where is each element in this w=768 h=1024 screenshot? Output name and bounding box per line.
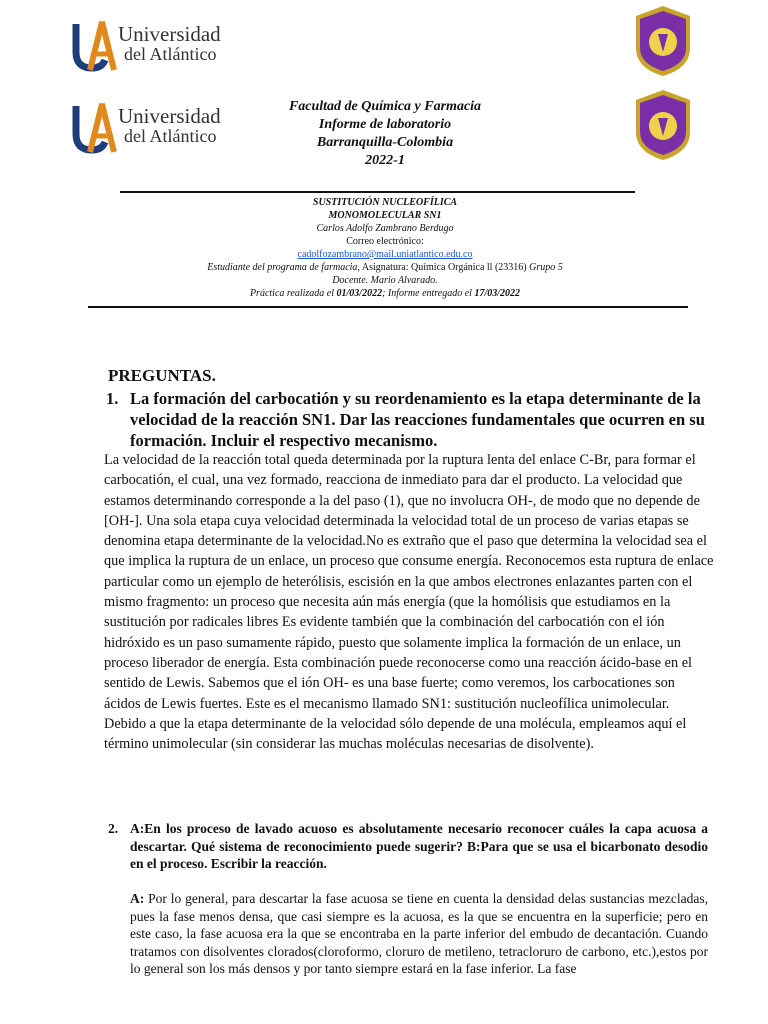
- questions-heading: PREGUNTAS.: [108, 366, 216, 385]
- teacher-text: Docente. Mario Alvarado.: [332, 275, 438, 286]
- university-name-line1: Universidad: [118, 22, 221, 46]
- question-2-text: A:En los proceso de lavado acuoso es absolutamente necesario reconocer cuáles la capa acuosa a descartar. Qué sistema de reconocimiento puede sugerir? B:Para que se usa el bicarbonato desodio en el proceso. Escribir la reacción.: [130, 821, 708, 871]
- ua-logo-icon: [72, 18, 118, 74]
- practice-prefix: Práctica realizada el: [249, 288, 337, 299]
- report-title-line1: SUSTITUCIÓN NUCLEOFÍLICA: [312, 197, 458, 208]
- report-header: [200, 98, 570, 170]
- question-1-number: 1.: [106, 389, 119, 408]
- report-type-line: Informe de laboratorio: [318, 117, 452, 132]
- answer-2-text: Por lo general, para descartar la fase acuosa se tiene en cuenta la densidad delas sustancias mezcladas, pues la fase menos densa, que casi siempre es la acuosa, es la que se encuentra en la superficie; pero en este caso, la fase acuosa era la que se encontraba en la parte inferior del embudo de decantación. Cuando tratamos con disolventes clorados(cloroformo, cloruro de metileno, tetracloruro de carbono, etc.),estos por lo general son los más densos y por tanto siempre estará en la fase inferior. La fase: [130, 891, 708, 976]
- report-meta: [140, 196, 630, 300]
- university-name-line2: del Atlántico: [124, 126, 217, 146]
- email-label: Correo electrónico:: [346, 236, 424, 247]
- university-name-line2: del Atlántico: [124, 44, 217, 64]
- question-1: [108, 388, 708, 451]
- subject-text: Asignatura: Química Orgánica ll (23316): [359, 262, 527, 273]
- faculty-seal-icon: [632, 4, 694, 78]
- top-divider: [120, 191, 635, 193]
- email-link[interactable]: cadolfozambrano@mail.uniatlantico.edu.co: [297, 249, 473, 260]
- ua-logo-icon: [72, 100, 118, 156]
- location-line: Barranquilla-Colombia: [316, 135, 454, 150]
- answer-1-paragraph: La velocidad de la reacción total queda determinada por la ruptura lenta del enlace C-Br, para formar el carbocatión, el cual, una vez formado, reacciona de inmediato para dar el producto. La velocidad que estamos determinando corresponde a la del paso (1), que no involucra OH-, de modo que no depende de [OH-]. Una sola etapa cuya velocidad determinada la velocidad total de un proceso de varias etapas se denomina etapa determinante de la velocidad.No es extraño que el paso que determina la velocidad sea el que implica la ruptura de un enlace, un proceso que consume energía. Reconocemos esta ruptura de enlace particular como un ejemplo de heterólisis, escisión en la que ambos electrones enlazantes parten con el mismo fragmento: un proceso que necesita aún más energía (que la homólisis que estudiamos en la sustitución por radicales libres Es evidente también que la combinación del carbocatión con el ión hidróxido es un paso sumamente rápido, puesto que solamente implica la formación de un enlace, un proceso liberador de energía. Esta combinación puede reconocerse como una reacción ácido-base en el sentido de Lewis. Sabemos que el ión OH- es una base fuerte; como veremos, los carbocationes son ácidos de Lewis fuertes. Este es el mecanismo llamado SN1: sustitución nucleofílica unimolecular. Debido a que la etapa determinante de la velocidad sólo depende de una molécula, empleamos aquí el término unimolecular (sin considerar las muchas moléculas necesarias de disolvente).: [104, 452, 714, 753]
- report-date: 17/03/2022: [474, 288, 521, 299]
- report-title-line2: MONOMOLECULAR SN1: [328, 210, 442, 221]
- question-2-number: 2.: [108, 821, 119, 836]
- period-line: 2022-1: [365, 153, 405, 168]
- faculty-seal-icon: [632, 88, 694, 162]
- faculty-line: Facultad de Química y Farmacia: [288, 99, 482, 114]
- report-prefix: ; Informe entregado el: [382, 288, 475, 299]
- question-1-text: La formación del carbocatión y su reordenamiento es la etapa determinante de la velocidad de la reacción SN1. Dar las reacciones fundamentales que ocurren en su formación. Incluir el respectivo mecanismo.: [130, 389, 705, 450]
- question-2: [108, 820, 708, 873]
- student-program: Estudiante del programa de farmacia,: [207, 262, 360, 273]
- university-logo-top: [72, 18, 222, 78]
- answer-2-label: A:: [130, 891, 145, 906]
- group-text: Grupo 5: [526, 262, 563, 273]
- university-name-line1: Universidad: [118, 104, 221, 128]
- answer-2-paragraph: [130, 890, 708, 978]
- practice-date: 01/03/2022: [336, 288, 383, 299]
- author-name: Carlos Adolfo Zambrano Berdugo: [316, 223, 454, 234]
- bottom-divider: [88, 306, 688, 308]
